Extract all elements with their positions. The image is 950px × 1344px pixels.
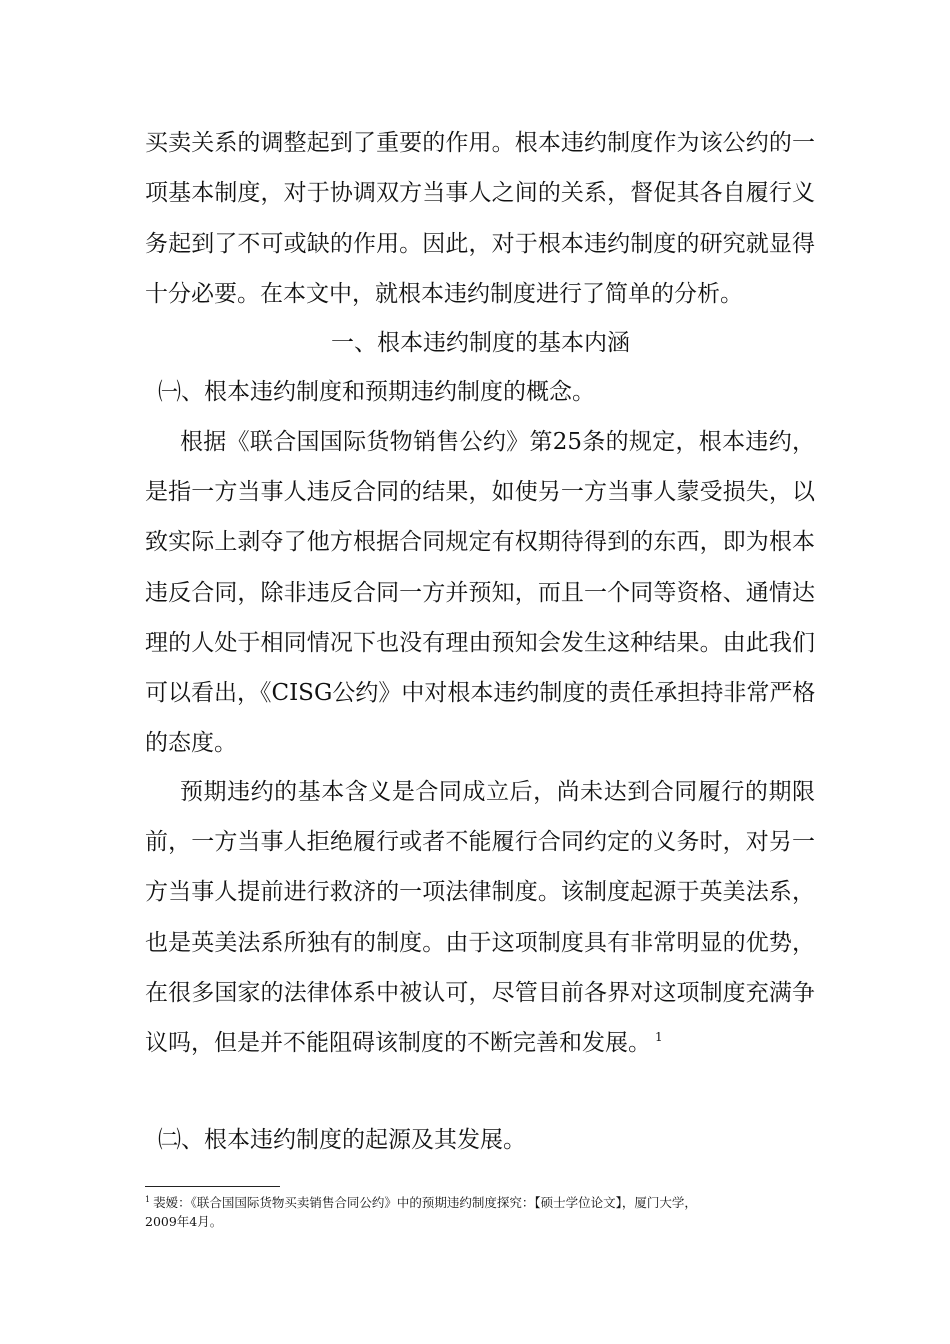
fundamental-line-4: 违反合同，除非违反合同一方并预知，而且一个同等资格、通情达 <box>145 580 815 606</box>
anticipatory-line-1: 预期违约的基本含义是合同成立后，尚未达到合同履行的期限 <box>180 779 815 805</box>
footnote-line-1 <box>145 1194 815 1212</box>
footnote-line-2: 2009年4月。 <box>145 1214 223 1229</box>
intro-line-4: 十分必要。在本文中，就根本违约制度进行了简单的分析。 <box>145 281 743 307</box>
footnote-marker: 1 <box>145 1194 151 1204</box>
anticipatory-line-5: 在很多国家的法律体系中被认可，尽管目前各界对这项制度充满争 <box>145 980 815 1006</box>
fundamental-line-7: 的态度。 <box>145 730 237 756</box>
anticipatory-line-6 <box>145 1027 815 1059</box>
fundamental-line-6: 可以看出，《CISG公约》中对根本违约制度的责任承担持非常严格 <box>145 680 816 706</box>
fundamental-line-5: 理的人处于相同情况下也没有理由预知会发生这种结果。由此我们 <box>145 630 815 656</box>
footnote-reference[interactable]: 1 <box>655 1030 663 1045</box>
anticipatory-line-2: 前，一方当事人拒绝履行或者不能履行合同约定的义务时，对另一 <box>145 829 815 855</box>
section-heading: 一、根本违约制度的基本内涵 <box>331 330 630 356</box>
subsection-1-heading: ㈠、根本违约制度和预期违约制度的概念。 <box>158 379 595 405</box>
footnote-separator <box>145 1186 280 1187</box>
anticipatory-line-6-text: 议吗，但是并不能阻碍该制度的不断完善和发展。 <box>145 1030 651 1056</box>
intro-line-3: 务起到了不可或缺的作用。因此，对于根本违约制度的研究就显得 <box>145 231 815 257</box>
subsection-2-heading: ㈡、根本违约制度的起源及其发展。 <box>158 1127 526 1153</box>
anticipatory-line-4: 也是英美法系所独有的制度。由于这项制度具有非常明显的优势， <box>145 930 815 956</box>
footnote-text: 裴嫒：《联合国国际货物买卖销售合同公约》中的预期违约制度探究：【硕士学位论文】，厦门大学， <box>153 1195 697 1210</box>
anticipatory-line-3: 方当事人提前进行救济的一项法律制度。该制度起源于英美法系， <box>145 879 815 905</box>
intro-line-1: 买卖关系的调整起到了重要的作用。根本违约制度作为该公约的一 <box>145 130 815 156</box>
fundamental-line-1: 根据《联合国国际货物销售公约》第25条的规定，根本违约， <box>180 429 815 455</box>
fundamental-line-3: 致实际上剥夺了他方根据合同规定有权期待得到的东西，即为根本 <box>145 529 815 555</box>
intro-line-2: 项基本制度，对于协调双方当事人之间的关系，督促其各自履行义 <box>145 180 815 206</box>
fundamental-line-2: 是指一方当事人违反合同的结果，如使另一方当事人蒙受损失，以 <box>145 479 815 505</box>
